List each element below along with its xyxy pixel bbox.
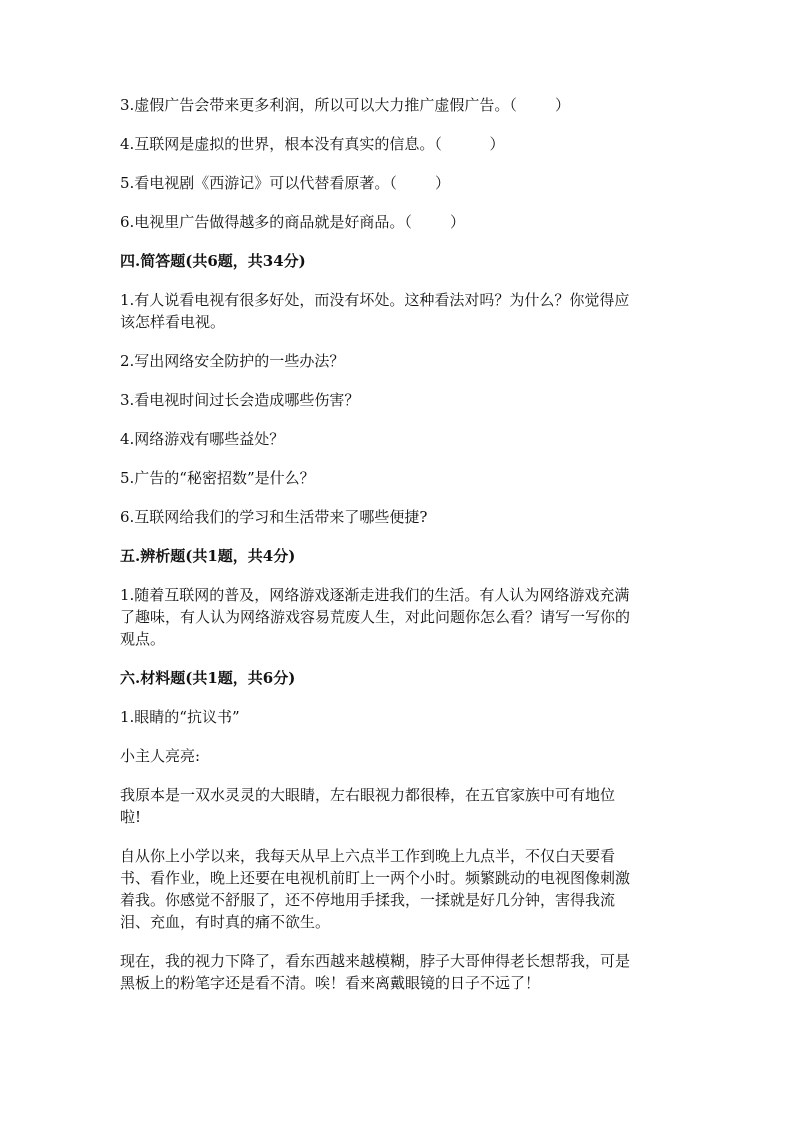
short-answer-q5: 5.广告的“秘密招数”是什么？ [120,469,315,487]
short-answer-q2: 2.写出网络安全防护的一些办法？ [120,352,345,370]
tf-question-3: 3.虚假广告会带来更多利润，所以可以大力推广虚假广告。（ ） [120,96,570,114]
tf-question-4: 4.互联网是虚拟的世界，根本没有真实的信息。（ ） [120,135,505,153]
section-heading-material: 六.材料题(共1题，共6分) [120,669,296,687]
analysis-q1-line3: 观点。 [120,630,166,648]
material-p1-line1: 我原本是一双水灵灵的大眼睛，左右眼视力都很棒，在五官家族中可有地位 [120,786,616,804]
short-answer-q1-line2: 该怎样看电视。 [120,313,226,331]
material-p2-line3: 着我。你感觉不舒服了，还不停地用手揉我，一揉就是好几分钟，害得我流 [120,891,616,909]
tf-question-5: 5.看电视剧《西游记》可以代替看原著。（ ） [120,174,450,192]
material-p2-line1: 自从你上小学以来，我每天从早上六点半工作到晚上九点半，不仅白天要看 [120,847,616,865]
material-p2-line2: 书、看作业，晚上还要在电视机前盯上一两个小时。频繁跳动的电视图像刺激 [120,869,631,887]
section-heading-analysis: 五.辨析题(共1题，共4分) [120,547,296,565]
material-q1-title: 1.眼睛的“抗议书” [120,708,240,726]
analysis-q1-line2: 了趣味，有人认为网络游戏容易荒废人生，对此问题你怎么看？请写一写你的 [120,608,631,626]
tf-question-6: 6.电视里广告做得越多的商品就是好商品。（ ） [120,213,465,231]
short-answer-q4: 4.网络游戏有哪些益处？ [120,430,285,448]
short-answer-q3: 3.看电视时间过长会造成哪些伤害？ [120,391,360,409]
document-page [120,94,675,994]
material-p3-line2: 黑板上的粉笔字还是看不清。唉！看来离戴眼镜的日子不远了！ [120,974,541,992]
analysis-q1-line1: 1.随着互联网的普及，网络游戏逐渐走进我们的生活。有人认为网络游戏充满 [120,586,630,604]
material-p3-line1: 现在，我的视力下降了，看东西越来越模糊，脖子大哥伸得老长想帮我，可是 [120,952,631,970]
material-greeting: 小主人亮亮: [120,747,201,765]
material-p1-line2: 啦! [120,808,142,826]
short-answer-q6: 6.互联网给我们的学习和生活带来了哪些便捷? [120,508,428,526]
section-heading-short-answer: 四.简答题(共6题，共34分) [120,252,306,270]
short-answer-q1-line1: 1.有人说看电视有很多好处，而没有坏处。这种看法对吗？为什么？你觉得应 [120,291,630,309]
material-p2-line4: 泪、充血，有时真的痛不欲生。 [120,913,331,931]
